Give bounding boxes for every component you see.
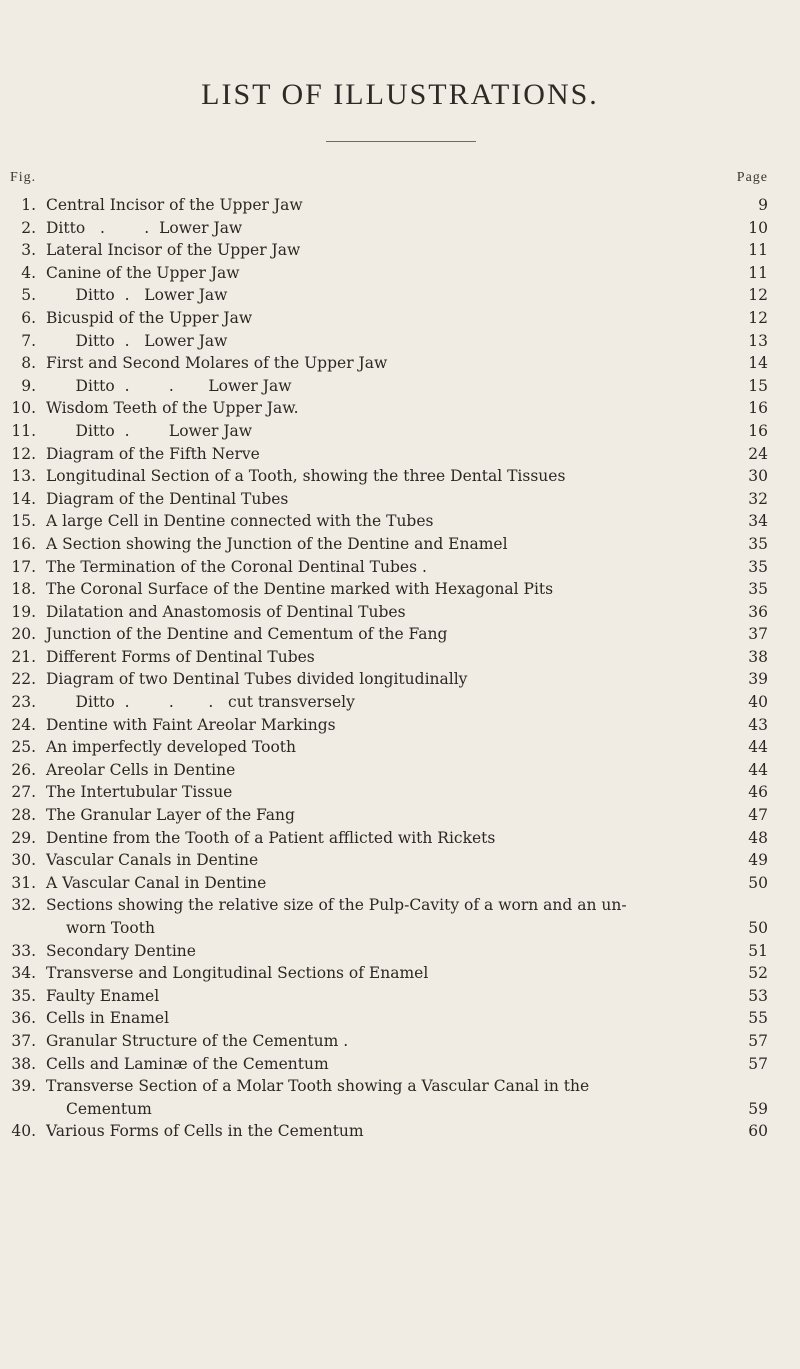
caption-line: Diagram of the Fifth Nerve — [46, 444, 260, 463]
list-item — [0, 668, 800, 691]
page-number: 30 — [748, 467, 768, 486]
figure-caption — [46, 443, 726, 466]
figure-number: 25. — [11, 738, 36, 757]
figure-number: 16. — [11, 534, 36, 553]
caption-line: A Vascular Canal in Dentine — [46, 873, 267, 892]
caption-line: Ditto . Lower Jaw — [46, 331, 228, 350]
page-number: 51 — [748, 941, 768, 960]
page-number: 14 — [748, 354, 768, 373]
page-number: 12 — [748, 308, 768, 327]
caption-line: The Coronal Surface of the Dentine marked with Hexagonal Pits — [46, 580, 554, 599]
figure-number: 7. — [21, 331, 36, 350]
figure-number: 4. — [21, 263, 36, 282]
figure-number: 32. — [11, 896, 36, 915]
figure-caption — [46, 465, 726, 488]
caption-line: Diagram of two Dentinal Tubes divided longitudinally — [46, 670, 468, 689]
page-title: LIST OF ILLUSTRATIONS. — [201, 78, 599, 111]
list-item — [0, 1030, 800, 1053]
title-rule — [326, 141, 476, 142]
list-item — [0, 194, 800, 217]
figure-number: 20. — [11, 625, 36, 644]
list-item — [0, 1075, 800, 1120]
caption-line: The Termination of the Coronal Dentinal Tubes . — [46, 557, 427, 576]
figure-number: 35. — [11, 986, 36, 1005]
page-number: 35 — [748, 557, 768, 576]
list-item — [0, 714, 800, 737]
figure-caption — [46, 556, 726, 579]
page-number: 57 — [748, 1054, 768, 1073]
page-number: 24 — [748, 444, 768, 463]
list-item — [0, 533, 800, 556]
page-number: 34 — [748, 512, 768, 531]
list-item — [0, 781, 800, 804]
page-number: 50 — [748, 873, 768, 892]
fig-column-header: Fig. — [10, 170, 37, 185]
figure-number: 12. — [11, 444, 36, 463]
figure-number: 31. — [11, 873, 36, 892]
list-item — [0, 1007, 800, 1030]
figure-caption — [46, 352, 726, 375]
figure-caption — [46, 827, 726, 850]
page-number: 46 — [748, 783, 768, 802]
figure-number: 36. — [11, 1009, 36, 1028]
caption-line: Granular Structure of the Cementum . — [46, 1031, 349, 1050]
caption-line: Diagram of the Dentinal Tubes — [46, 489, 289, 508]
list-item — [0, 1120, 800, 1143]
figure-number: 9. — [21, 376, 36, 395]
figure-caption — [46, 691, 726, 714]
caption-line: Lateral Incisor of the Upper Jaw — [46, 241, 301, 260]
page-number: 9 — [758, 196, 768, 214]
page-number: 15 — [748, 376, 768, 395]
list-item — [0, 872, 800, 895]
figure-number: 27. — [11, 783, 36, 802]
caption-line: The Intertubular Tissue — [46, 783, 233, 802]
figure-caption — [46, 872, 726, 895]
figure-caption — [46, 849, 726, 872]
figure-caption — [46, 736, 726, 759]
list-item — [0, 827, 800, 850]
list-item — [0, 894, 800, 939]
figure-number: 8. — [21, 354, 36, 373]
figure-caption — [46, 759, 726, 782]
caption-line: Different Forms of Dentinal Tubes — [46, 647, 315, 666]
figure-caption — [46, 262, 726, 285]
illustrations-list — [0, 194, 800, 1143]
figure-number: 37. — [11, 1031, 36, 1050]
figure-number: 29. — [11, 828, 36, 847]
caption-line: Faulty Enamel — [46, 986, 160, 1005]
page-number: 16 — [748, 421, 768, 440]
caption-line: An imperfectly developed Tooth — [46, 738, 296, 757]
page-number: 38 — [748, 647, 768, 666]
page-number: 13 — [748, 331, 768, 350]
page-number: 11 — [748, 241, 768, 260]
page-number: 60 — [748, 1122, 768, 1141]
figure-caption — [46, 804, 726, 827]
caption-line: Junction of the Dentine and Cementum of the Fang — [46, 625, 448, 644]
caption-line: A Section showing the Junction of the Dentine and Enamel — [46, 534, 508, 553]
caption-continuation: worn Tooth — [66, 919, 155, 937]
caption-line: Canine of the Upper Jaw — [46, 263, 240, 282]
figure-caption — [46, 375, 726, 398]
figure-number: 22. — [11, 670, 36, 689]
figure-number: 21. — [11, 647, 36, 666]
page-number: 10 — [748, 218, 768, 237]
figure-caption — [46, 307, 726, 330]
caption-continuation: Cementum — [66, 1099, 152, 1118]
caption-line: Ditto . . Lower Jaw — [46, 218, 243, 237]
figure-number: 39. — [11, 1077, 36, 1096]
list-item — [0, 443, 800, 466]
page-column-header: Page — [736, 170, 768, 185]
figure-caption — [46, 1075, 726, 1120]
list-item — [0, 578, 800, 601]
caption-line: Central Incisor of the Upper Jaw — [46, 196, 303, 214]
figure-caption — [46, 985, 726, 1008]
figure-caption — [46, 1053, 726, 1076]
page-number: 35 — [748, 580, 768, 599]
list-item — [0, 940, 800, 963]
page-number: 57 — [748, 1031, 768, 1050]
figure-number: 13. — [11, 467, 36, 486]
figure-caption — [46, 1030, 726, 1053]
page-number: 59 — [748, 1099, 768, 1118]
list-item — [0, 759, 800, 782]
figure-caption — [46, 510, 726, 533]
caption-line: Cells and Laminæ of the Cementum — [46, 1054, 329, 1073]
page-number: 52 — [748, 964, 768, 983]
caption-line: Longitudinal Section of a Tooth, showing the three Dental Tissues — [46, 467, 566, 486]
caption-line: Sections showing the relative size of the Pulp-Cavity of a worn and an un- — [46, 896, 627, 915]
page-number: 32 — [748, 489, 768, 508]
caption-line: Various Forms of Cells in the Cementum — [46, 1122, 364, 1141]
figure-caption — [46, 1120, 726, 1143]
caption-line: Ditto . . . cut transversely — [46, 693, 355, 712]
list-item — [0, 330, 800, 353]
list-item — [0, 1053, 800, 1076]
list-item — [0, 352, 800, 375]
page-number: 43 — [748, 715, 768, 734]
list-item — [0, 510, 800, 533]
figure-number: 3. — [21, 241, 36, 260]
page-number: 55 — [748, 1009, 768, 1028]
figure-caption — [46, 781, 726, 804]
caption-line: Dentine from the Tooth of a Patient afflicted with Rickets — [46, 828, 496, 847]
page-number: 12 — [748, 286, 768, 305]
list-item — [0, 556, 800, 579]
figure-number: 40. — [11, 1122, 36, 1141]
list-item — [0, 397, 800, 420]
caption-line: Secondary Dentine — [46, 941, 196, 960]
caption-line: A large Cell in Dentine connected with the Tubes — [46, 512, 434, 531]
page-number: 39 — [748, 670, 768, 689]
figure-number: 19. — [11, 602, 36, 621]
figure-number: 10. — [11, 399, 36, 418]
figure-caption — [46, 894, 726, 939]
list-item — [0, 375, 800, 398]
caption-line: Ditto . . Lower Jaw — [46, 376, 292, 395]
figure-number: 26. — [11, 760, 36, 779]
list-item — [0, 646, 800, 669]
figure-number: 23. — [11, 693, 36, 712]
caption-line: Transverse Section of a Molar Tooth showing a Vascular Canal in the — [46, 1077, 590, 1096]
caption-line: Areolar Cells in Dentine — [46, 760, 236, 779]
figure-caption — [46, 646, 726, 669]
caption-line: Bicuspid of the Upper Jaw — [46, 308, 253, 327]
list-item — [0, 239, 800, 262]
figure-caption — [46, 962, 726, 985]
figure-number: 34. — [11, 964, 36, 983]
page-number: 47 — [748, 806, 768, 825]
figure-number: 33. — [11, 941, 36, 960]
caption-line: Vascular Canals in Dentine — [46, 851, 259, 870]
figure-caption — [46, 420, 726, 443]
figure-number: 18. — [11, 580, 36, 599]
figure-number: 5. — [21, 286, 36, 305]
caption-line: Ditto . Lower Jaw — [46, 286, 228, 305]
page-number: 40 — [748, 693, 768, 712]
figure-number: 14. — [11, 489, 36, 508]
page-number: 49 — [748, 851, 768, 870]
figure-caption — [46, 578, 726, 601]
list-item — [0, 488, 800, 511]
figure-number: 1. — [21, 196, 36, 214]
figure-number: 15. — [11, 512, 36, 531]
figure-caption — [46, 533, 726, 556]
list-item — [0, 691, 800, 714]
page-number: 48 — [748, 828, 768, 847]
caption-line: The Granular Layer of the Fang — [46, 806, 295, 825]
list-item — [0, 284, 800, 307]
page-number: 35 — [748, 534, 768, 553]
figure-caption — [46, 330, 726, 353]
figure-number: 28. — [11, 806, 36, 825]
figure-caption — [46, 940, 726, 963]
list-item — [0, 623, 800, 646]
figure-number: 30. — [11, 851, 36, 870]
figure-caption — [46, 1007, 726, 1030]
figure-caption — [46, 601, 726, 624]
page-number: 36 — [748, 602, 768, 621]
caption-line: First and Second Molares of the Upper Jaw — [46, 354, 388, 373]
list-item — [0, 804, 800, 827]
figure-caption — [46, 239, 726, 262]
list-item — [0, 849, 800, 872]
figure-caption — [46, 397, 726, 420]
list-item — [0, 465, 800, 488]
figure-caption — [46, 284, 726, 307]
list-item — [0, 307, 800, 330]
figure-number: 17. — [11, 557, 36, 576]
page-number: 53 — [748, 986, 768, 1005]
figure-caption — [46, 194, 726, 217]
caption-line: Wisdom Teeth of the Upper Jaw. — [46, 399, 299, 418]
list-item — [0, 985, 800, 1008]
figure-number: 2. — [21, 218, 36, 237]
caption-line: Dilatation and Anastomosis of Dentinal Tubes — [46, 602, 406, 621]
figure-number: 11. — [11, 421, 36, 440]
figure-caption — [46, 623, 726, 646]
page-number: 50 — [748, 919, 768, 937]
figure-caption — [46, 217, 726, 240]
figure-caption — [46, 668, 726, 691]
caption-line: Dentine with Faint Areolar Markings — [46, 715, 336, 734]
figure-number: 24. — [11, 715, 36, 734]
figure-caption — [46, 488, 726, 511]
list-item — [0, 962, 800, 985]
list-item — [0, 262, 800, 285]
list-item — [0, 736, 800, 759]
caption-line: Transverse and Longitudinal Sections of Enamel — [46, 964, 429, 983]
list-item — [0, 217, 800, 240]
page-number: 44 — [748, 760, 768, 779]
list-item — [0, 601, 800, 624]
page-number: 44 — [748, 738, 768, 757]
page-number: 11 — [748, 263, 768, 282]
page-number: 16 — [748, 399, 768, 418]
list-item — [0, 420, 800, 443]
caption-line: Cells in Enamel — [46, 1009, 170, 1028]
figure-caption — [46, 714, 726, 737]
caption-line: Ditto . Lower Jaw — [46, 421, 253, 440]
figure-number: 6. — [21, 308, 36, 327]
figure-number: 38. — [11, 1054, 36, 1073]
page-number: 37 — [748, 625, 768, 644]
